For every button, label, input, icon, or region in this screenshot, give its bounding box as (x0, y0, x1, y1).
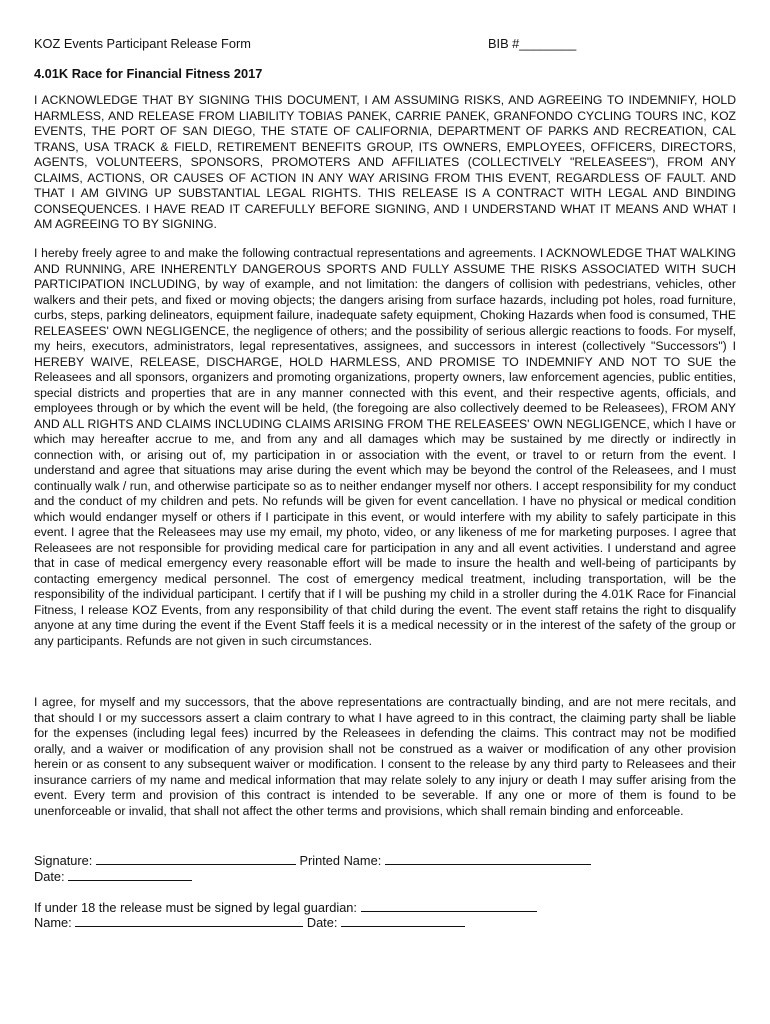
date-row (34, 869, 192, 885)
acknowledgement-paragraph: I ACKNOWLEDGE THAT BY SIGNING THIS DOCUMENT, I AM ASSUMING RISKS, AND AGREEING TO INDEMNIFY, HOLD HARMLESS, AND RELEASE FROM LIABILITY TOBIAS PANEK, CARRIE PANEK, GRANFONDO CYCLING TOURS INC, KOZ EVENTS, THE PORT OF SAN DIEGO, THE STATE OF CALIFORNIA, DEPARTMENT OF PARKS AND RECREATION, CAL TRANS, USA TRACK & FIELD, RETIREMENT BENEFITS GROUP, ITS OWNERS, EMPLOYEES, OFFICERS, DIRECTORS, AGENTS, VOLUNTEERS, SPONSORS, PROMOTERS AND AFFILIATES (COLLECTIVELY "RELEASEES"), FROM ANY CLAIMS, ACTIONS, OR CAUSES OF ACTION IN ANY WAY ARISING FROM THIS EVENT, REGARDLESS OF FAULT. AND THAT I AM GIVING UP SUBSTANTIAL LEGAL RIGHTS. THIS RELEASE IS A CONTRACT WITH LEGAL AND BINDING CONSEQUENCES. I HAVE READ IT CAREFULLY BEFORE SIGNING, AND I UNDERSTAND WHAT IT MEANS AND WHAT I AM AGREEING TO BY SIGNING. (34, 93, 736, 231)
bib-number-label: BIB #________ (488, 36, 577, 51)
form-title: KOZ Events Participant Release Form (34, 36, 251, 51)
guardian-date-line[interactable] (341, 915, 465, 927)
guardian-name-row (34, 915, 465, 931)
race-title: 4.01K Race for Financial Fitness 2017 (34, 66, 263, 81)
guardian-signature-line[interactable] (361, 900, 537, 912)
release-terms-paragraph: I hereby freely agree to and make the following contractual representations and agreements. I ACKNOWLEDGE THAT WALKING AND RUNNING, ARE INHERENTLY DANGEROUS SPORTS AND FULLY ASSUME THE RISKS ASSOCIATED WITH SUCH PARTICIPATION INCLUDING, by way of example, and not limitation: the dangers of collision with pedestrians, vehicles, other walkers and their pets, and fixed or moving objects; the dangers arising from surface hazards, including pot holes, road furniture, curbs, steps, parking delineators, equipment failure, inadequate safety equipment, Choking Hazards when food is consumed, THE RELEASEES' OWN NEGLIGENCE, the negligence of others; and the possibility of serious allergic reactions to foods. For myself, my heirs, executors, administrators, legal representatives, assignees, and successors in interest (collectively "Successors") I HEREBY WAIVE, RELEASE, DISCHARGE, HOLD HARMLESS, AND PROMISE TO INDEMNIFY AND NOT TO SUE the Releasees and all sponsors, organizers and promoting organizations, property owners, law enforcement agencies, public entities, special districts and properties that are in any manner connected with this event, and their respective agents, officials, and employees through or by which the event will be held, (the foregoing are also collectively deemed to be Releasees), FROM ANY AND ALL RIGHTS AND CLAIMS INCLUDING CLAIMS ARISING FROM THE RELEASEES' OWN NEGLIGENCE, which I have or which may hereafter accrue to me, and from any and all damages which may be sustained by me directly or indirectly in connection with, or arising out of, my participation in or association with the event, or travel to or return from the event. I understand and agree that situations may arise during the event which may be beyond the control of the Releasees, and I must continually walk / run, and otherwise participate so as to neither endanger myself nor others. I accept responsibility for my conduct and the conduct of my children and pets. No refunds will be given for event cancellation. I have no physical or medical condition which would endanger myself or others if I participate in this event, or would interfere with my ability to safely participate in this event. I agree that the Releasees may use my email, my photo, video, or any likeness of me for marketing purposes. I agree that Releasees are not responsible for providing medical care for participation in any and all event activities. I understand and agree that in case of medical emergency every reasonable effort will be made to insure the health and well-being of participants by contacting emergency medical personnel. The cost of emergency medical treatment, including transportation, will be the responsibility of the individual participant. I certify that if I will be pushing my child in a stroller during the 4.01K Race for Financial Fitness, I release KOZ Events, from any responsibility of that child during the event. The event staff retains the right to disqualify anyone at any time during the event if the Event Staff feels it is a medical necessity or in the interest of the safety of the group or any participants. Refunds are not given in such circumstances. (34, 246, 736, 648)
date-line[interactable] (68, 869, 192, 881)
printed-name-label: Printed Name: (299, 853, 382, 868)
printed-name-line[interactable] (385, 853, 591, 865)
signature-row (34, 853, 591, 869)
date-label: Date: (34, 869, 65, 884)
signature-label: Signature: (34, 853, 93, 868)
form-header (34, 36, 734, 52)
signature-line[interactable] (96, 853, 296, 865)
binding-agreement-paragraph: I agree, for myself and my successors, that the above representations are contractually binding, and are not mere recitals, and that should I or my successors assert a claim contrary to what I have agreed to in this contract, the claiming party shall be liable for the expenses (including legal fees) incurred by the Releasees in defending the claims. This contract may not be modified orally, and a waiver or modification of any provision shall not be construed as a waiver or modification of any other provision herein or as consent to any subsequent waiver or modification. I consent to the release by any third party to Releasees and their insurance carriers of my name and medical information that may relate solely to any injury or death I may suffer arising from the event. Every term and provision of this contract is intended to be severable. If any one or more of them is found to be unenforceable or invalid, that shall not affect the other terms and provisions, which shall remain binding and enforceable. (34, 695, 736, 818)
guardian-name-line[interactable] (75, 915, 303, 927)
guardian-label: If under 18 the release must be signed by legal guardian: (34, 900, 357, 915)
guardian-date-label: Date: (306, 915, 338, 930)
guardian-name-label: Name: (34, 915, 72, 930)
guardian-row (34, 900, 537, 916)
